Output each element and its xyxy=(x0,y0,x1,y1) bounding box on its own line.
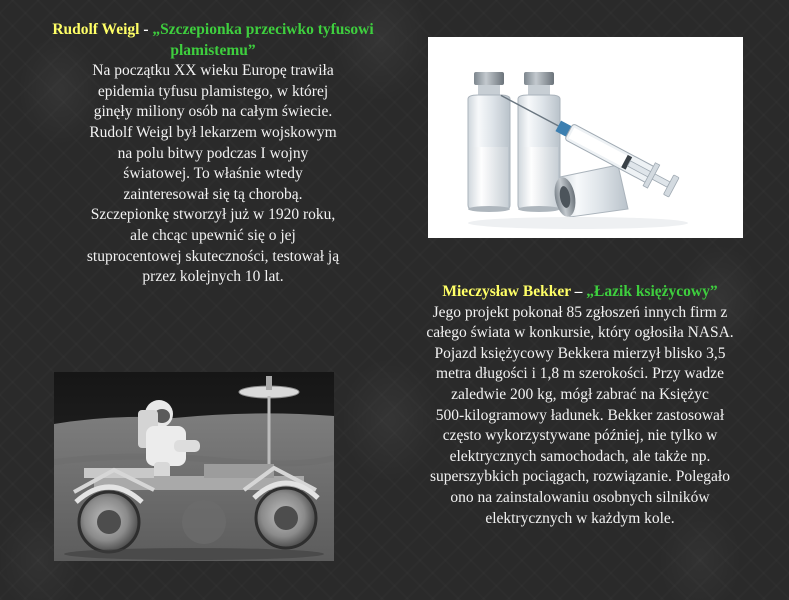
bekker-heading xyxy=(378,282,782,303)
weigl-line: przez kolejnych 10 lat. xyxy=(142,268,284,286)
weigl-text-block xyxy=(28,20,398,288)
weigl-line: epidemia tyfusu plamistego, w której xyxy=(97,82,329,100)
bekker-line: metra długości i 1,8 m szerokości. Przy wadze xyxy=(436,365,724,383)
weigl-topic: „Szczepionka przeciwko tyfusowi plamistemu” xyxy=(152,21,374,59)
weigl-line: Rudolf Weigl był lekarzem wojskowym xyxy=(89,123,337,141)
lunar-rover-icon xyxy=(54,372,334,561)
weigl-line: ale chcąc upewnić się o jej xyxy=(130,226,296,244)
bekker-line: superszybkich pociągach, rozwiązanie. Polegało xyxy=(430,468,730,486)
bekker-topic: „Łazik księżycowy” xyxy=(586,283,718,300)
weigl-line: Szczepionkę stworzył już w 1920 roku, xyxy=(90,206,336,224)
weigl-line: zainteresował się tą chorobą. xyxy=(123,185,303,203)
bekker-line: Pojazd księżycowy Bekkera mierzył blisko 3,5 xyxy=(434,344,726,362)
bekker-line: elektrycznych samochodach, ale także np. xyxy=(449,447,711,465)
weigl-separator: - xyxy=(139,21,153,38)
bekker-text-block xyxy=(378,282,782,529)
bekker-line: ono na zainstalowaniu osobnych silników xyxy=(450,488,710,506)
weigl-name: Rudolf Weigl xyxy=(52,21,140,38)
bekker-line: Jego projekt pokonał 85 zgłoszeń innych firm z xyxy=(432,303,728,321)
weigl-line: na polu bitwy podczas I wojny xyxy=(117,144,309,162)
weigl-line: ginęły miliony osób na całym świecie. xyxy=(93,103,333,121)
bekker-line: elektrycznych w każdym kole. xyxy=(485,509,675,527)
bekker-paragraph xyxy=(378,303,782,530)
weigl-line: światowej. To właśnie wtedy xyxy=(123,165,303,183)
weigl-line: stuprocentowej skuteczności, testował ją xyxy=(86,247,340,265)
bekker-line: całego świata w konkursie, który ogłosiła NASA. xyxy=(426,324,734,342)
weigl-paragraph xyxy=(28,61,398,288)
bekker-name: Mieczysław Bekker xyxy=(442,283,571,300)
bekker-line: często wykorzystywane później, nie tylko w xyxy=(442,427,718,445)
bekker-line: zaledwie 200 kg, mógł zabrać na Księżyc xyxy=(451,385,709,403)
bekker-separator: – xyxy=(570,283,587,300)
lunar-rover-photo xyxy=(54,372,334,561)
bekker-line: 500-kilogramowy ładunek. Bekker zastosował xyxy=(435,406,725,424)
weigl-heading xyxy=(28,20,398,61)
vaccine-photo xyxy=(428,37,743,238)
weigl-line: Na początku XX wieku Europę trawiła xyxy=(92,62,334,80)
vaccine-vials-syringe-icon xyxy=(428,37,743,238)
